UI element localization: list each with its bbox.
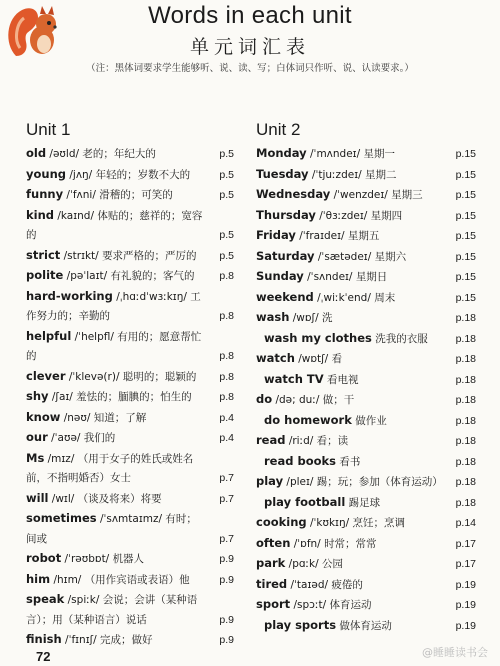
vocab-meaning: 看电视 — [326, 373, 359, 386]
vocab-word: hard-working — [26, 288, 113, 303]
vocab-page-ref: p.8 — [219, 370, 234, 383]
vocab-word: read — [256, 433, 286, 447]
vocab-entry — [256, 226, 476, 247]
vocab-meaning: 星期一 — [363, 148, 395, 160]
vocab-entry-text — [26, 206, 234, 246]
page-number: 72 — [36, 649, 51, 664]
vocab-entry-text — [26, 428, 234, 449]
vocab-meaning: （用作宾语或表语）他 — [84, 573, 190, 586]
vocab-page-ref: p.18 — [455, 312, 476, 324]
vocab-entry-text — [256, 329, 476, 350]
vocab-phonetic: /ˈklevə(r)/ — [68, 370, 120, 383]
vocab-entry — [256, 534, 476, 555]
vocab-entry-text — [256, 185, 476, 206]
vocab-word: Monday — [256, 146, 307, 160]
vocab-meaning: 做；干 — [322, 394, 355, 406]
vocab-page-ref: p.19 — [455, 599, 476, 611]
vocab-page-ref: p.18 — [455, 435, 476, 447]
vocab-entry-text — [256, 308, 476, 329]
vocab-word: polite — [26, 268, 64, 282]
vocab-phonetic: /əʊld/ — [49, 148, 80, 160]
vocab-phonetic: /ˈtaɪəd/ — [290, 578, 329, 591]
vocab-entry — [256, 349, 476, 370]
vocab-word: know — [26, 409, 61, 424]
vocab-entry — [256, 144, 476, 165]
vocab-word: Friday — [256, 228, 296, 242]
vocab-meaning: 做体育运动 — [339, 619, 392, 632]
vocab-page-ref: p.15 — [455, 271, 476, 283]
page-title: Words in each unit — [148, 2, 352, 29]
vocab-entry — [26, 266, 234, 287]
page-subtitle: 单元词汇表 — [189, 36, 310, 58]
vocab-entry — [256, 247, 476, 268]
vocab-entry-text — [256, 288, 476, 309]
usage-note: （注：黑体词要求学生能够听、说、读、写；白体词只作听、说、认读要求。） — [86, 63, 414, 74]
vocab-word: play football — [264, 494, 346, 509]
vocab-word: weekend — [256, 289, 314, 304]
vocab-word: Ms — [26, 450, 45, 465]
vocab-entry-text — [26, 590, 234, 630]
vocab-meaning: 聪明的；聪颖的 — [122, 370, 197, 383]
vocab-page-ref: p.15 — [455, 168, 476, 181]
vocab-entry-text — [256, 452, 476, 473]
vocab-page-ref: p.15 — [455, 148, 476, 160]
vocab-word: do homework — [264, 412, 352, 427]
vocab-meaning: 看 — [331, 353, 343, 365]
vocab-word: will — [26, 490, 49, 505]
vocab-phonetic: /ˈɒfn/ — [293, 537, 321, 550]
vocab-phonetic: /wɒʃ/ — [292, 312, 319, 324]
vocab-meaning: 疲倦的 — [331, 578, 363, 591]
vocab-meaning: 体育运动 — [329, 599, 372, 611]
vocab-page-ref: p.15 — [455, 230, 476, 242]
unit-2-column — [256, 120, 476, 636]
vocab-meaning: 会说；会讲（某种语言）；用（某种语言）说话 — [26, 594, 198, 626]
vocab-entry-text — [256, 554, 476, 575]
vocab-entry — [26, 570, 234, 591]
vocab-entry-text — [26, 570, 234, 591]
vocab-phonetic: /ˈtjuːzdeɪ/ — [311, 168, 362, 181]
vocab-entry-text — [256, 206, 476, 227]
vocab-word: young — [26, 166, 67, 181]
vocab-word: park — [256, 556, 286, 570]
vocab-page-ref: p.5 — [219, 229, 234, 241]
vocab-meaning: 羞怯的；腼腆的；怕生的 — [76, 391, 192, 403]
vocab-page-ref: p.8 — [219, 391, 234, 403]
vocab-page-ref: p.9 — [219, 573, 234, 586]
vocab-page-ref: p.5 — [219, 249, 234, 262]
vocab-entry-text — [26, 327, 234, 367]
vocab-word: robot — [26, 551, 62, 565]
vocab-page-ref: p.7 — [219, 472, 234, 484]
vocab-entry — [256, 575, 476, 596]
vocab-word: old — [26, 146, 47, 160]
vocab-meaning: 我们的 — [83, 432, 116, 444]
vocab-phonetic: /pəˈlaɪt/ — [66, 270, 108, 282]
vocab-word: often — [256, 535, 291, 550]
vocab-entry — [26, 489, 234, 510]
vocab-entry — [26, 367, 234, 388]
vocab-entry — [26, 206, 234, 246]
vocab-entry — [256, 308, 476, 329]
vocab-meaning: 时常；常常 — [324, 537, 377, 550]
vocab-phonetic: /hɪm/ — [53, 573, 82, 586]
vocab-entry-text — [256, 431, 476, 452]
vocab-meaning: 星期二 — [364, 168, 397, 181]
vocab-entry-text — [26, 287, 234, 327]
vocab-meaning: 踢足球 — [348, 496, 381, 509]
vocab-entry-text — [256, 595, 476, 616]
vocab-entry-text — [26, 246, 234, 267]
vocab-entry-text — [256, 493, 476, 514]
vocab-page-ref: p.18 — [455, 394, 476, 406]
vocab-entry — [26, 327, 234, 367]
vocab-entry — [26, 590, 234, 630]
vocab-word: shy — [26, 389, 49, 403]
vocab-entry-text — [256, 247, 476, 268]
vocab-phonetic: /wɪl/ — [51, 492, 75, 505]
vocab-entry-text — [256, 534, 476, 555]
vocab-word: play sports — [264, 617, 337, 632]
vocab-page-ref: p.9 — [219, 613, 234, 626]
vocab-word: strict — [26, 247, 61, 262]
vocab-phonetic: /jʌŋ/ — [69, 168, 93, 181]
vocab-word: Wednesday — [256, 187, 331, 201]
vocab-entry — [256, 411, 476, 432]
vocab-meaning: 洗 — [321, 312, 333, 324]
vocab-phonetic: /wɒtʃ/ — [298, 353, 329, 365]
vocab-page-ref: p.9 — [219, 553, 234, 565]
vocab-entry-text — [256, 267, 476, 288]
vocab-page-ref: p.18 — [455, 414, 476, 427]
vocab-word: sport — [256, 597, 291, 611]
vocab-phonetic: /ˈhelpfl/ — [74, 330, 114, 343]
vocab-entry — [26, 185, 234, 206]
vocab-meaning: 踢；玩；参加（体育运动） — [316, 476, 443, 488]
vocab-meaning: 星期日 — [355, 271, 388, 283]
vocab-word: watch TV — [264, 371, 324, 386]
vocab-entry — [256, 513, 476, 534]
vocab-entry-text — [26, 367, 234, 388]
vocab-meaning: 工作努力的；辛勤的 — [26, 290, 201, 322]
vocab-phonetic: /ˈkʊkɪŋ/ — [309, 517, 350, 529]
vocab-page-ref: p.19 — [455, 619, 476, 632]
unit-1-word-list — [26, 144, 234, 651]
vocab-page-ref: p.18 — [455, 496, 476, 509]
vocab-page-ref: p.17 — [455, 537, 476, 550]
vocab-entry — [256, 370, 476, 391]
vocab-word: do — [256, 392, 273, 406]
vocab-phonetic: /mɪz/ — [47, 452, 75, 465]
vocab-meaning: 周末 — [374, 291, 396, 304]
vocab-page-ref: p.19 — [455, 578, 476, 591]
vocab-entry-text — [26, 630, 234, 651]
vocab-page-ref: p.18 — [455, 455, 476, 468]
vocab-phonetic: /strɪkt/ — [63, 249, 99, 262]
vocab-entry — [26, 449, 234, 489]
vocab-phonetic: /kaɪnd/ — [57, 209, 94, 222]
vocab-entry — [26, 287, 234, 327]
vocab-page-ref: p.5 — [219, 189, 234, 201]
vocab-entry — [256, 165, 476, 186]
vocab-entry — [256, 431, 476, 452]
vocab-page-ref: p.18 — [455, 373, 476, 386]
vocab-entry-text — [26, 387, 234, 408]
vocab-entry-text — [26, 408, 234, 429]
vocab-entry-text — [256, 144, 476, 165]
vocab-meaning: 有用的；愿意帮忙的 — [26, 330, 202, 362]
vocab-word: cooking — [256, 515, 307, 529]
vocab-entry — [256, 329, 476, 350]
vocab-meaning: 机器人 — [112, 553, 145, 565]
vocab-entry — [256, 595, 476, 616]
unit-2-word-list — [256, 144, 476, 636]
vocab-page-ref: p.15 — [455, 291, 476, 304]
vocab-page-ref: p.8 — [219, 310, 234, 322]
vocab-phonetic: /ˈmʌndeɪ/ — [310, 148, 361, 160]
vocab-entry — [256, 267, 476, 288]
vocab-phonetic: /spiːk/ — [67, 594, 100, 606]
vocab-phonetic: /ˈaʊə/ — [51, 432, 81, 444]
vocab-phonetic: /ˈfraɪdeɪ/ — [299, 230, 345, 242]
vocab-meaning: 体贴的；慈祥的；宽容的 — [26, 209, 203, 241]
vocab-page-ref: p.14 — [455, 517, 476, 529]
unit-2-heading: Unit 2 — [256, 120, 301, 139]
vocab-phonetic: /ˈwenzdeɪ/ — [333, 189, 388, 201]
vocab-phonetic: /ˈsʌndeɪ/ — [307, 271, 353, 283]
vocab-word: read books — [264, 453, 336, 468]
vocab-meaning: 星期四 — [370, 209, 403, 222]
vocab-word: Sunday — [256, 269, 304, 283]
vocab-meaning: 看书 — [339, 455, 361, 468]
vocab-entry — [26, 165, 234, 186]
vocab-page-ref: p.17 — [455, 558, 476, 570]
vocab-page-ref: p.18 — [455, 353, 476, 365]
vocab-meaning: 老的；年纪大的 — [82, 148, 156, 160]
vocab-entry-text — [256, 390, 476, 411]
vocab-word: Saturday — [256, 248, 315, 263]
vocab-phonetic: /də; duː/ — [275, 394, 320, 406]
vocab-meaning: 看；读 — [316, 435, 349, 447]
vocab-entry — [256, 493, 476, 514]
vocab-phonetic: /pɑːk/ — [288, 558, 319, 570]
vocab-word: speak — [26, 592, 65, 606]
vocab-word: clever — [26, 368, 66, 383]
vocab-word: kind — [26, 207, 55, 222]
vocab-entry — [26, 144, 234, 165]
vocab-page-ref: p.15 — [455, 189, 476, 201]
vocab-entry-text — [256, 575, 476, 596]
vocab-word: sometimes — [26, 511, 97, 525]
vocab-page-ref: p.4 — [219, 411, 234, 424]
vocab-phonetic: /ʃaɪ/ — [51, 391, 73, 403]
vocab-entry — [26, 428, 234, 449]
vocab-entry-text — [256, 349, 476, 370]
vocab-page-ref: p.15 — [455, 209, 476, 222]
vocab-entry — [256, 288, 476, 309]
vocab-entry — [256, 390, 476, 411]
vocab-meaning: 有礼貌的；客气的 — [110, 270, 195, 282]
vocab-word: Thursday — [256, 207, 316, 222]
vocab-word: helpful — [26, 328, 72, 343]
vocab-meaning: （谈及将来）将要 — [77, 492, 162, 505]
watermark: @睡睡读书会 — [422, 646, 488, 659]
vocab-meaning: 知道；了解 — [93, 411, 147, 424]
vocab-entry-text — [26, 144, 234, 165]
unit-1-column — [26, 120, 234, 651]
vocab-word: finish — [26, 632, 62, 646]
vocab-entry-text — [256, 370, 476, 391]
vocab-entry — [256, 206, 476, 227]
vocab-meaning: 烹饪；烹调 — [352, 517, 405, 529]
vocab-word: wash my clothes — [264, 330, 372, 345]
vocab-meaning: 星期五 — [347, 230, 380, 242]
vocab-phonetic: /spɔːt/ — [293, 599, 327, 611]
unit-1-heading: Unit 1 — [26, 120, 71, 139]
vocab-word: tired — [256, 576, 288, 591]
vocab-page-ref: p.8 — [219, 270, 234, 282]
vocab-phonetic: /ˈsætədeɪ/ — [317, 250, 372, 263]
vocab-entry-text — [26, 489, 234, 510]
vocab-phonetic: /ˌwiːkˈend/ — [317, 291, 371, 304]
vocab-page-ref: p.7 — [219, 532, 234, 545]
vocab-meaning: 星期六 — [374, 250, 407, 263]
vocab-entry-text — [256, 616, 476, 637]
vocab-page-ref: p.4 — [219, 432, 234, 444]
vocab-page-ref: p.5 — [219, 148, 234, 160]
vocab-phonetic: /ˈθɜːzdeɪ/ — [319, 209, 368, 222]
vocab-entry-text — [26, 185, 234, 206]
vocab-word: watch — [256, 351, 295, 365]
vocab-entry-text — [256, 165, 476, 186]
vocab-meaning: 滑稽的；可笑的 — [99, 189, 173, 201]
vocab-meaning: 洗我的衣服 — [375, 332, 428, 345]
vocab-entry-text — [26, 449, 234, 489]
vocab-entry — [26, 246, 234, 267]
vocab-page-ref: p.18 — [455, 476, 476, 488]
vocab-page-ref: p.7 — [219, 492, 234, 505]
vocab-phonetic: /ˌhɑːdˈwɜːkɪŋ/ — [116, 290, 187, 303]
vocab-meaning: （用于女子的姓氏或姓名前，不指明婚否）女士 — [26, 452, 194, 484]
vocab-entry — [26, 408, 234, 429]
vocab-entry — [256, 185, 476, 206]
vocab-word: wash — [256, 310, 290, 324]
vocab-entry-text — [26, 509, 234, 549]
vocab-entry-text — [26, 266, 234, 287]
vocab-meaning: 完成；做好 — [100, 634, 153, 646]
vocab-meaning: 星期三 — [391, 189, 423, 201]
vocab-phonetic: /riːd/ — [288, 435, 314, 447]
vocab-entry-text — [256, 472, 476, 493]
vocab-page-ref: p.8 — [219, 350, 234, 362]
vocab-entry — [256, 616, 476, 637]
vocab-entry — [26, 387, 234, 408]
vocab-entry — [256, 554, 476, 575]
vocab-meaning: 做作业 — [355, 414, 387, 427]
vocab-entry-text — [256, 513, 476, 534]
vocab-meaning: 公园 — [322, 558, 344, 570]
vocab-word: Tuesday — [256, 166, 309, 181]
vocab-entry-text — [256, 226, 476, 247]
vocab-meaning: 有时；间或 — [26, 513, 197, 545]
vocab-phonetic: /ˈfɪnɪʃ/ — [65, 634, 97, 646]
vocab-entry — [26, 630, 234, 651]
vocab-phonetic: /ˈrəʊbɒt/ — [64, 553, 110, 565]
vocab-phonetic: /ˈsʌmtaɪmz/ — [99, 513, 163, 525]
vocab-entry — [26, 549, 234, 570]
vocab-meaning: 年轻的；岁数不大的 — [95, 168, 191, 181]
vocab-entry-text — [256, 411, 476, 432]
vocab-page-ref: p.5 — [219, 168, 234, 181]
vocab-entry-text — [26, 165, 234, 186]
vocab-phonetic: /pleɪ/ — [286, 476, 314, 488]
vocab-word: play — [256, 474, 284, 488]
vocab-page-ref: p.15 — [455, 250, 476, 263]
vocab-word: our — [26, 430, 48, 444]
vocab-page-ref: p.9 — [219, 634, 234, 646]
vocab-word: him — [26, 571, 51, 586]
vocab-phonetic: /nəʊ/ — [63, 411, 91, 424]
vocab-entry-text — [26, 549, 234, 570]
vocab-page-ref: p.18 — [455, 332, 476, 345]
vocab-entry — [256, 452, 476, 473]
vocab-meaning: 要求严格的；严厉的 — [102, 249, 197, 262]
vocab-word: funny — [26, 187, 64, 201]
vocab-phonetic: /ˈfʌni/ — [66, 189, 96, 201]
vocab-entry — [26, 509, 234, 549]
vocab-entry — [256, 472, 476, 493]
